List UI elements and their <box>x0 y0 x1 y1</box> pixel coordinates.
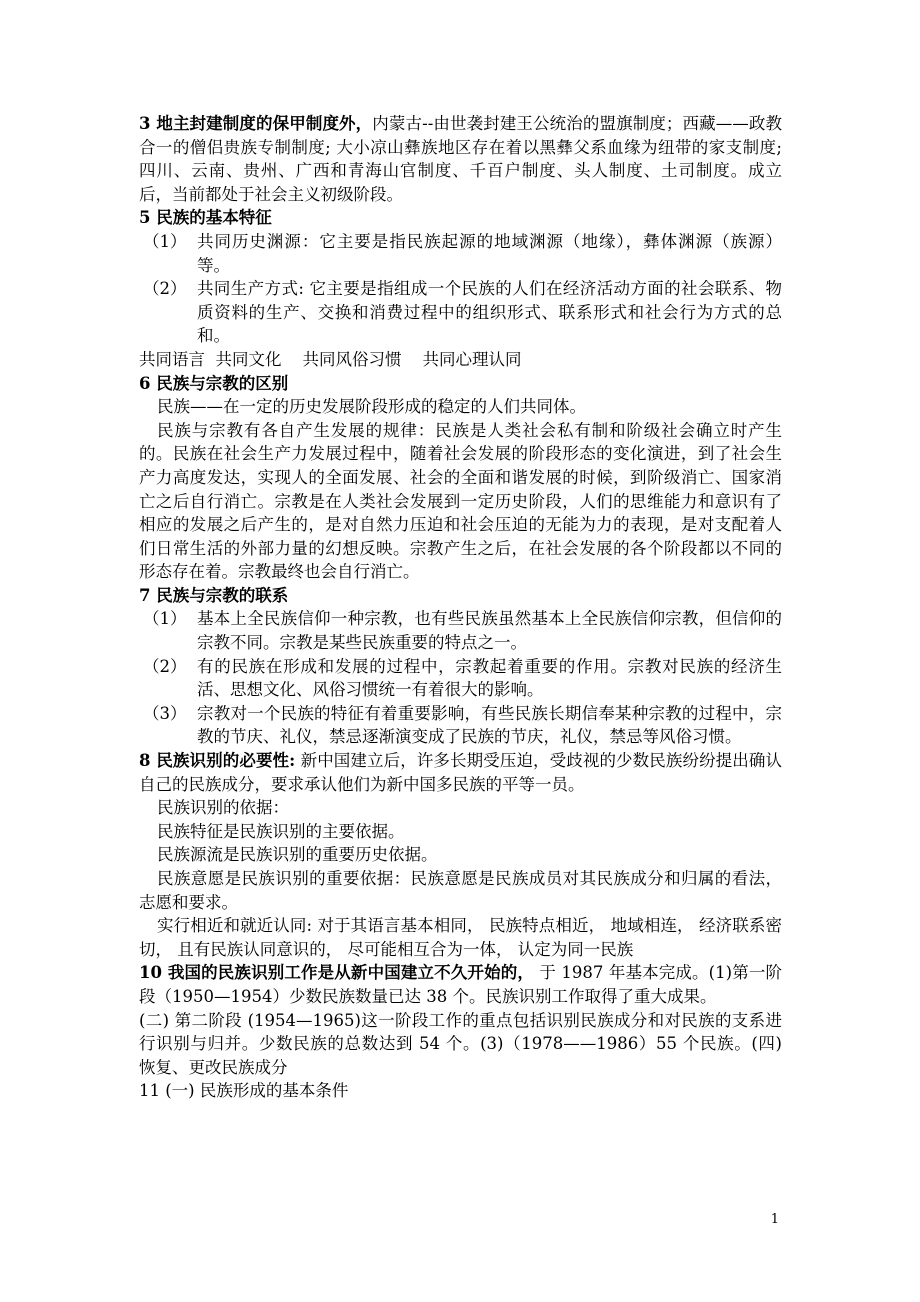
list-item <box>139 607 782 654</box>
document-body <box>139 112 782 1103</box>
common-features-line: 共同语言 共同文化 共同风俗习惯 共同心理认同 <box>139 349 522 369</box>
bold-lead-3: 3 地主封建制度的保甲制度外， <box>139 114 373 133</box>
list-text: 共同生产方式: 它主要是指组成一个民族的人们在经济活动方面的社会联系、物质资料的生产、交换和消费过程中的组织形式、联系形式和社会行为方式的总和。 <box>197 279 782 346</box>
paragraph-nation-definition: 民族——在一定的历史发展阶段形成的稳定的人们共同体。 <box>157 397 586 417</box>
basis-line-origin: 民族源流是民族识别的重要历史依据。 <box>157 845 438 865</box>
paragraph-formation-conditions: 11 (一) 民族形成的基本条件 <box>139 1081 349 1101</box>
basis-line-features: 民族特征是民族识别的主要依据。 <box>157 821 405 841</box>
list-item <box>139 655 782 702</box>
identification-basis-label: 民族识别的依据： <box>157 798 289 818</box>
paragraph-text: 于 1987 年基本完成。(1)第一阶段（1950—1954）少数民族数量已达 38 个。民族识别工作取得了重大成果。 <box>139 963 782 1006</box>
list-number: （1） <box>143 231 187 251</box>
list-item <box>139 277 782 348</box>
list-item <box>139 702 782 749</box>
list-number: （2） <box>143 656 187 676</box>
basis-line-proximity: 实行相近和就近认同: 对于其语言基本相同， 民族特点相近， 地域相连， 经济联系密切， 且有民族认同意识的， 尽可能相互合为一体， 认定为同一民族 <box>139 916 782 959</box>
bold-lead-10: 10 我国的民族识别工作是从新中国建立不久开始的， <box>139 963 535 983</box>
list-text: 宗教对一个民族的特征有着重要影响，有些民族长期信奉某种宗教的过程中，宗教的节庆、礼仪，禁忌逐渐演变成了民族的节庆，礼仪，禁忌等风俗习惯。 <box>197 703 782 747</box>
paragraph-feudal-systems <box>139 112 782 206</box>
paragraph-identification-necessity <box>139 749 782 796</box>
heading-7: 7 民族与宗教的联系 <box>139 585 289 605</box>
list-number: （2） <box>143 279 187 299</box>
heading-6: 6 民族与宗教的区别 <box>139 373 289 393</box>
heading-5: 5 民族的基本特征 <box>139 208 272 228</box>
paragraph-text: 内蒙古--由世袭封建王公统治的盟旗制度；西藏——政教合一的僧侣贵族专制制度; 大小凉山彝族地区存在着以黑彝父系血缘为纽带的家支制度; 四川、云南、贵州、广西和青海山官制度、千百户制度、头人制度、土司制度。成立后，当前都处于社会主义初级阶段。 <box>139 114 782 204</box>
list-number: （1） <box>143 609 187 629</box>
basis-line-will: 民族意愿是民族识别的重要依据：民族意愿是民族成员对其民族成分和归属的看法，志愿和要求。 <box>139 869 782 912</box>
list-text: 有的民族在形成和发展的过程中，宗教起着重要的作用。宗教对民族的经济生活、思想文化、风俗习惯统一有着很大的影响。 <box>197 656 782 700</box>
paragraph-identification-stages: (二) 第二阶段 (1954—1965)这一阶段工作的重点包括识别民族成分和对民族的支系进行识别与归并。少数民族的总数达到 54 个。(3)（1978——1986）55 个民族。(四) 恢复、更改民族成分 <box>139 1010 782 1077</box>
list-text: 共同历史渊源：它主要是指民族起源的地域渊源（地缘），彝体渊源（族源）等。 <box>197 231 782 275</box>
paragraph-nation-religion-laws: 民族与宗教有各自产生发展的规律：民族是人类社会私有制和阶级社会确立时产生的。民族在社会生产力发展过程中，随着社会发展的阶段形态的变化演进，到了社会生产力高度发达，实现人的全面发展、社会的全面和谐发展的时候，到阶级消亡、国家消亡之后自行消亡。宗教是在人类社会发展到一定历史阶段，人们的思维能力和意识有了相应的发展之后产生的，是对自然力压迫和社会压迫的无能为力的表现，是对支配着人们日常生活的外部力量的幻想反映。宗教产生之后，在社会发展的各个阶段都以不同的形态存在着。宗教最终也会自行消亡。 <box>139 420 782 582</box>
list-number: （3） <box>143 703 187 723</box>
bold-lead-8: 8 民族识别的必要性: <box>139 751 296 771</box>
list-text: 基本上全民族信仰一种宗教，也有些民族虽然基本上全民族信仰宗教，但信仰的宗教不同。宗教是某些民族重要的特点之一。 <box>197 609 782 653</box>
page-number: 1 <box>770 1212 779 1227</box>
paragraph-text: 新中国建立后，许多长期受压迫，受歧视的少数民族纷纷提出确认自己的民族成分，要求承认他们为新中国多民族的平等一员。 <box>139 751 782 794</box>
paragraph-identification-history <box>139 961 782 1008</box>
list-item <box>139 230 782 277</box>
